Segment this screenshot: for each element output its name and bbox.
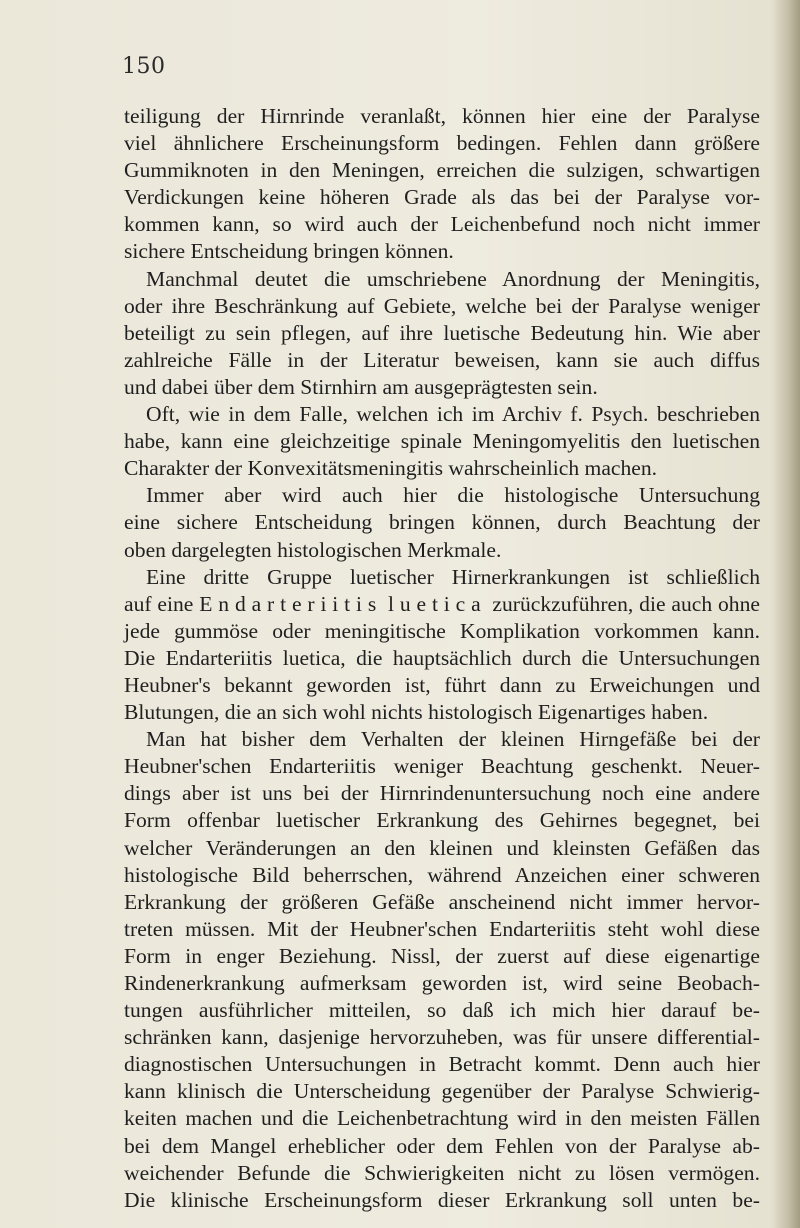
- text-line: und dabei über dem Stirnhirn am ausgeprägtesten sein.: [124, 374, 598, 399]
- text-line: oder ihre Beschränkung auf Gebiete, welche bei der Paralyse weniger: [124, 293, 760, 318]
- text-line: weichender Befunde die Schwierigkeiten nicht zu lösen vermögen.: [124, 1160, 760, 1185]
- text-line: schränken kann, dasjenige hervorzuheben, was für unsere differential-: [124, 1025, 760, 1050]
- text-line: viel ähnlichere Erscheinungsform bedingen. Fehlen dann größere: [124, 131, 760, 156]
- text-line: keiten machen und die Leichenbetrachtung wird in den meisten Fällen: [124, 1106, 760, 1131]
- text-line: eine sichere Entscheidung bringen können, durch Beachtung der: [124, 510, 760, 535]
- text-line: teiligung der Hirnrinde veranlaßt, können hier eine der Paralyse: [124, 104, 760, 128]
- text-line: dings aber ist uns bei der Hirnrindenuntersuchung noch eine andere: [124, 781, 760, 806]
- text-line: Immer aber wird auch hier die histologische Untersuchung: [146, 483, 760, 508]
- text-line: sichere Entscheidung bringen können.: [124, 239, 454, 264]
- text-line: Charakter der Konvexitätsmeningitis wahrscheinlich machen.: [124, 456, 658, 481]
- text-line: Form in enger Beziehung. Nissl, der zuerst auf diese eigenartige: [124, 943, 760, 968]
- text-line: auf eine E n d a r t e r i i t i s l u e t i c a zurückzuführen, die auch ohne: [124, 591, 760, 616]
- text-line: jede gummöse oder meningitische Komplikation vorkommen kann.: [124, 618, 760, 643]
- text-line: diagnostischen Untersuchungen in Betracht kommt. Denn auch hier: [124, 1052, 760, 1077]
- text-line: oben dargelegten histologischen Merkmale.: [124, 537, 502, 562]
- text-line: Man hat bisher dem Verhalten der kleinen Hirngefäße bei der: [146, 727, 760, 752]
- text-line: Manchmal deutet die umschriebene Anordnung der Meningitis,: [146, 266, 760, 291]
- text-line: Die klinische Erscheinungsform dieser Erkrankung soll unten be-: [124, 1187, 760, 1212]
- text-line: Heubner'schen Endarteriitis weniger Beachtung geschenkt. Neuer-: [124, 754, 760, 779]
- text-line: Erkrankung der größeren Gefäße anscheinend nicht immer hervor-: [124, 889, 760, 914]
- text-line: Rindenerkrankung aufmerksam geworden ist, wird seine Beobach-: [124, 971, 760, 995]
- text-line: kommen kann, so wird auch der Leichenbefund noch nicht immer: [124, 212, 760, 237]
- text-line: tungen ausführlicher mitteilen, so daß ich mich hier darauf be-: [124, 998, 760, 1023]
- text-line: treten müssen. Mit der Heubner'schen Endarteriitis steht wohl diese: [124, 916, 760, 941]
- text-line: kann klinisch die Unterscheidung gegenüber der Paralyse Schwierig-: [124, 1079, 760, 1104]
- text-line: Blutungen, die an sich wohl nichts histologisch Eigenartiges haben.: [124, 700, 709, 725]
- page-number: 150: [122, 54, 166, 79]
- text-line: zahlreiche Fälle in der Literatur beweisen, kann sie auch diffus: [124, 347, 760, 372]
- text-line: bei dem Mangel erheblicher oder dem Fehlen von der Paralyse ab-: [124, 1133, 760, 1158]
- text-line: Verdickungen keine höheren Grade als das bei der Paralyse vor-: [124, 185, 760, 210]
- text-line: habe, kann eine gleichzeitige spinale Meningomyelitis den luetischen: [124, 429, 760, 454]
- page-edge-shadow: [772, 0, 800, 1228]
- text-line: beteiligt zu sein pflegen, auf ihre luetische Bedeutung hin. Wie aber: [124, 320, 760, 345]
- text-line: welcher Veränderungen an den kleinen und kleinsten Gefäßen das: [124, 835, 760, 860]
- text-line: Heubner's bekannt geworden ist, führt dann zu Erweichungen und: [124, 672, 760, 697]
- text-line: Oft, wie in dem Falle, welchen ich im Archiv f. Psych. beschrieben: [146, 402, 760, 427]
- body-text: [124, 103, 760, 1214]
- text-line: Die Endarteriitis luetica, die hauptsächlich durch die Untersuchungen: [124, 645, 760, 670]
- text-line: Form offenbar luetischer Erkrankung des Gehirnes begegnet, bei: [124, 808, 760, 833]
- text-line: Gummiknoten in den Meningen, erreichen die sulzigen, schwartigen: [124, 158, 760, 183]
- text-line: Eine dritte Gruppe luetischer Hirnerkrankungen ist schließlich: [146, 564, 760, 589]
- text-line: histologische Bild beherrschen, während Anzeichen einer schweren: [124, 862, 760, 887]
